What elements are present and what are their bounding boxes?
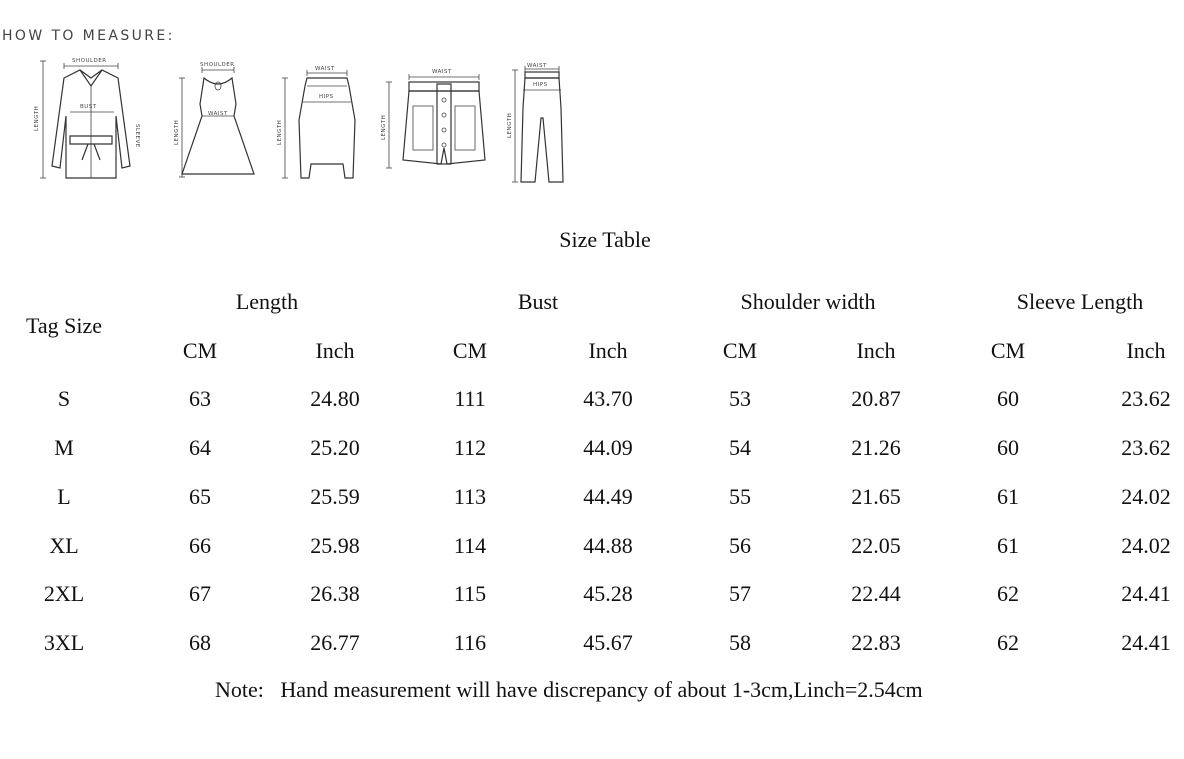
svg-text:LENGTH: LENGTH xyxy=(381,114,387,140)
table-cell: 23.62 xyxy=(1121,435,1171,460)
table-cell: 56 xyxy=(729,533,751,558)
table-cell: 24.80 xyxy=(310,386,360,411)
table-cell: 44.49 xyxy=(583,484,633,509)
group-header: Sleeve Length xyxy=(1016,289,1144,314)
table-cell: 57 xyxy=(729,581,751,606)
table-cell: 26.77 xyxy=(310,630,360,655)
table-cell: 62 xyxy=(997,630,1019,655)
svg-text:WAIST: WAIST xyxy=(527,63,547,69)
shirt-diagram xyxy=(30,56,150,186)
unit-header: Inch xyxy=(1126,338,1166,363)
table-cell: 22.83 xyxy=(851,630,901,655)
unit-header: CM xyxy=(182,338,218,363)
table-cell: 64 xyxy=(189,435,211,460)
table-cell: 67 xyxy=(189,581,211,606)
svg-text:BUST: BUST xyxy=(80,104,97,110)
table-cell: 21.65 xyxy=(851,484,901,509)
table-cell: 26.38 xyxy=(310,581,360,606)
unit-header: Inch xyxy=(588,338,628,363)
table-cell: 24.02 xyxy=(1121,533,1171,558)
size-label: XL xyxy=(49,533,79,558)
table-cell: 61 xyxy=(997,484,1019,509)
dress-diagram xyxy=(170,60,265,185)
svg-text:LENGTH: LENGTH xyxy=(277,119,283,145)
table-cell: 24.02 xyxy=(1121,484,1171,509)
measurement-note: Note: Hand measurement will have discrepancy of about 1-3cm,Linch=2.54cm xyxy=(215,677,923,702)
table-cell: 113 xyxy=(453,484,487,509)
svg-text:WAIST: WAIST xyxy=(432,69,452,75)
svg-text:SLEEVE: SLEEVE xyxy=(134,124,140,148)
size-label: 3XL xyxy=(43,630,85,655)
group-header: Length xyxy=(235,289,299,314)
shorts-diagram xyxy=(375,60,495,175)
table-cell: 62 xyxy=(997,581,1019,606)
table-cell: 43.70 xyxy=(583,386,633,411)
table-cell: 45.28 xyxy=(583,581,633,606)
size-label: S xyxy=(57,386,71,411)
unit-header: Inch xyxy=(315,338,355,363)
skirt-diagram xyxy=(275,60,365,185)
table-cell: 20.87 xyxy=(851,386,901,411)
svg-text:HIPS: HIPS xyxy=(533,82,548,88)
table-cell: 115 xyxy=(453,581,487,606)
table-cell: 68 xyxy=(189,630,211,655)
table-cell: 116 xyxy=(453,630,487,655)
table-cell: 22.05 xyxy=(851,533,901,558)
svg-text:SHOULDER: SHOULDER xyxy=(200,62,235,68)
table-cell: 63 xyxy=(189,386,211,411)
svg-text:LENGTH: LENGTH xyxy=(34,105,40,131)
unit-header: CM xyxy=(722,338,758,363)
table-cell: 65 xyxy=(189,484,211,509)
unit-header: CM xyxy=(990,338,1026,363)
table-cell: 21.26 xyxy=(851,435,901,460)
table-cell: 25.59 xyxy=(310,484,360,509)
table-cell: 44.09 xyxy=(583,435,633,460)
table-cell: 112 xyxy=(453,435,487,460)
svg-text:SHOULDER: SHOULDER xyxy=(72,58,107,64)
table-cell: 60 xyxy=(997,386,1019,411)
measurement-diagrams xyxy=(0,50,600,190)
table-cell: 24.41 xyxy=(1121,630,1171,655)
table-cell: 25.20 xyxy=(310,435,360,460)
table-cell: 25.98 xyxy=(310,533,360,558)
table-cell: 66 xyxy=(189,533,211,558)
table-cell: 114 xyxy=(453,533,487,558)
table-cell: 44.88 xyxy=(583,533,633,558)
size-label: M xyxy=(54,435,74,460)
unit-header: CM xyxy=(452,338,488,363)
table-cell: 53 xyxy=(729,386,751,411)
table-cell: 61 xyxy=(997,533,1019,558)
svg-text:WAIST: WAIST xyxy=(315,66,335,72)
tag-size-header: Tag Size xyxy=(25,313,103,338)
size-table-title: Size Table xyxy=(559,227,651,252)
how-to-measure-title: HOW TO MEASURE: xyxy=(2,28,175,44)
table-cell: 60 xyxy=(997,435,1019,460)
group-header: Bust xyxy=(517,289,559,314)
table-cell: 23.62 xyxy=(1121,386,1171,411)
group-header: Shoulder width xyxy=(740,289,876,314)
size-label: L xyxy=(57,484,71,509)
svg-text:LENGTH: LENGTH xyxy=(507,112,513,138)
table-cell: 54 xyxy=(729,435,751,460)
table-cell: 111 xyxy=(454,386,486,411)
table-cell: 55 xyxy=(729,484,751,509)
svg-text:LENGTH: LENGTH xyxy=(174,119,180,145)
table-cell: 45.67 xyxy=(583,630,633,655)
trousers-diagram xyxy=(505,58,580,190)
table-cell: 58 xyxy=(729,630,751,655)
size-label: 2XL xyxy=(43,581,85,606)
svg-text:WAIST: WAIST xyxy=(208,111,228,117)
svg-text:HIPS: HIPS xyxy=(319,94,334,100)
table-cell: 24.41 xyxy=(1121,581,1171,606)
unit-header: Inch xyxy=(856,338,896,363)
table-cell: 22.44 xyxy=(851,581,901,606)
